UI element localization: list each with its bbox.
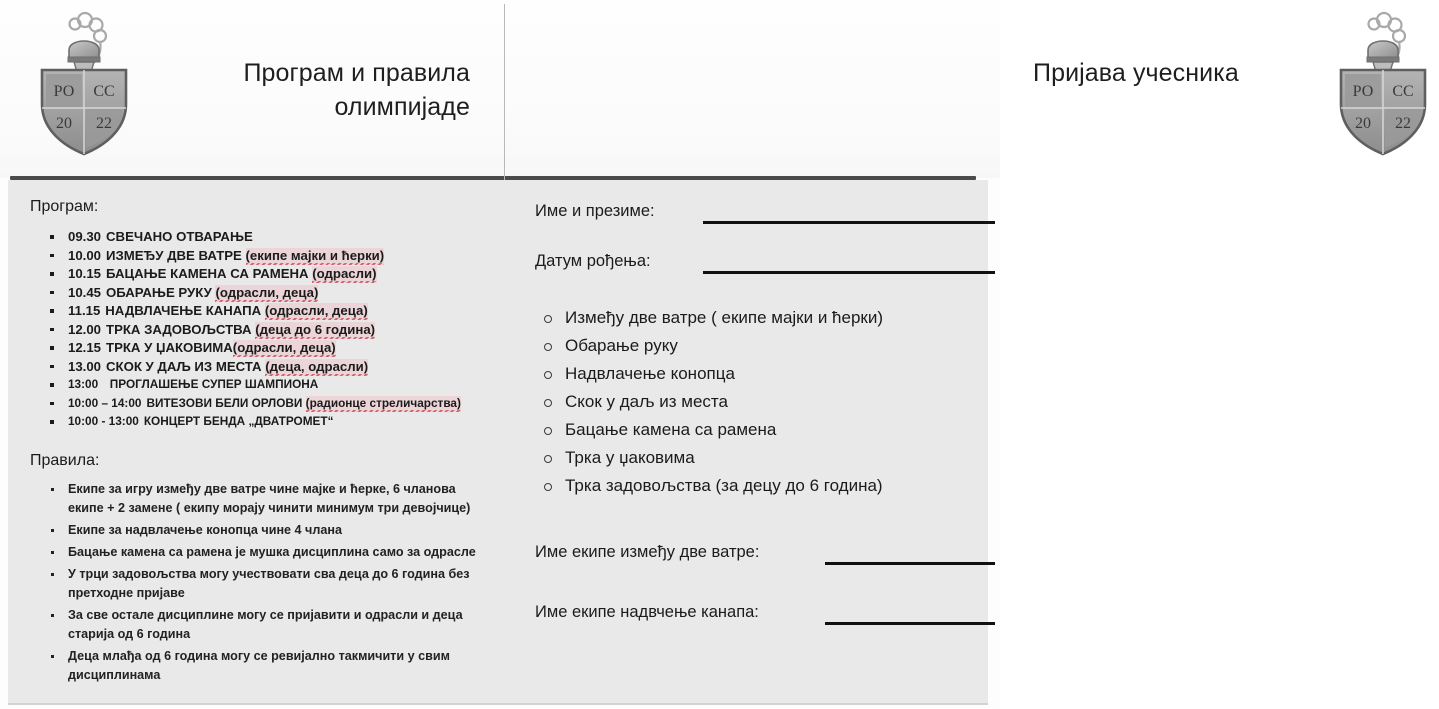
- program-item: [42, 413, 502, 431]
- program-item-title: ТРКА ЗАДОВОЉСТВА: [106, 321, 252, 337]
- program-item: [42, 321, 502, 339]
- rocc-shield-emblem-icon: [28, 8, 140, 158]
- program-item-title: КОНЦЕРТ БЕНДА „ДВАТРОМЕТ“: [143, 414, 334, 428]
- program-item-time: 10:00 - 13:00: [68, 414, 139, 428]
- program-item-time: 13.00: [68, 358, 102, 374]
- program-item: [42, 358, 502, 376]
- program-item: [42, 247, 502, 265]
- program-item-time: 10:00 – 14:00: [68, 395, 142, 410]
- program-item-note: (одрасли, деца): [215, 284, 319, 300]
- program-item-title: СКОК У ДАЉ ИЗ МЕСТА: [106, 358, 262, 374]
- registration-form-column: [513, 180, 988, 703]
- program-heading: Програм:: [30, 198, 99, 215]
- rules-heading: Правила:: [30, 452, 100, 469]
- rope-team-field-row: [535, 603, 975, 629]
- svg-text:СС: СС: [1392, 83, 1414, 100]
- right-page-title: Пријава учесника: [1033, 59, 1239, 87]
- program-item-note: (деца, одрасли): [265, 358, 369, 374]
- svg-text:22: 22: [1395, 115, 1411, 132]
- svg-text:РО: РО: [1352, 83, 1374, 100]
- discipline-checklist: [537, 306, 987, 502]
- rules-item: Екипе за игру између две ватре чине мајке и ћерке, 6 чланова екипе + 2 замене ( екипу морају чинити минимум три девојчице): [42, 480, 494, 518]
- svg-text:20: 20: [56, 115, 72, 132]
- header-right: [505, 0, 1414, 178]
- program-item: [42, 265, 502, 283]
- program-item: [42, 376, 502, 394]
- svg-text:РО: РО: [53, 83, 75, 100]
- discipline-option[interactable]: Трка у џаковима: [537, 446, 987, 470]
- program-item-time: 10.15: [68, 266, 102, 281]
- left-page-title: Програм и правила олимпијаде: [243, 59, 470, 121]
- dodgeball-team-field-row: [535, 543, 975, 569]
- name-field-input[interactable]: [703, 221, 995, 224]
- program-item-time: 10.45: [68, 284, 102, 300]
- header-band: [0, 0, 1414, 178]
- discipline-option[interactable]: Обарање руку: [537, 334, 987, 358]
- program-list: [42, 228, 502, 432]
- program-item: [42, 228, 502, 246]
- rules-item: Бацање камена са рамена је мушка дисциплина само за одрасле: [42, 543, 494, 562]
- dodgeball-team-field-label: Име екипе између две ватре:: [535, 543, 760, 561]
- program-item-title: ТРКА У ЏАКОВИМА: [106, 340, 233, 355]
- svg-text:22: 22: [96, 115, 112, 132]
- program-item: [42, 302, 502, 320]
- header-left: [0, 0, 505, 178]
- program-item-time: 11.15: [68, 303, 101, 318]
- discipline-option[interactable]: Трка задовољства (за децу до 6 година): [537, 474, 987, 498]
- discipline-option[interactable]: Скок у даљ из места: [537, 390, 987, 414]
- program-item-title: ИЗМЕЂУ ДВЕ ВАТРЕ: [106, 247, 242, 263]
- rules-item: У трци задовољства могу учествовати сва деца до 6 година без претходне пријаве: [42, 565, 494, 603]
- page-bottom-edge: [8, 703, 988, 705]
- birthdate-field-label: Датум рођења:: [535, 252, 651, 270]
- program-item-time: 12.00: [68, 321, 102, 337]
- program-item: [42, 339, 502, 357]
- program-item-time: 09.30: [68, 229, 102, 244]
- discipline-option[interactable]: Између две ватре ( екипе мајки и ћерки): [537, 306, 987, 330]
- program-item: [42, 284, 502, 302]
- program-item-note: (одрасли): [312, 266, 377, 281]
- rope-team-field-label: Име екипе надвчење канапа:: [535, 603, 759, 621]
- body-panel: [8, 180, 988, 703]
- program-item-note: (екипе мајки и ћерки): [245, 247, 385, 263]
- program-item-time: 10.00: [68, 247, 102, 263]
- discipline-option[interactable]: Надвлачење конопца: [537, 362, 987, 386]
- program-item-time: 13:00: [68, 377, 99, 391]
- program-item-title: НАДВЛАЧЕЊЕ КАНАПА: [105, 303, 262, 318]
- program-item-note: (радионце стреличарства): [305, 395, 461, 410]
- rules-item: За све остале дисциплине могу се пријавити и одрасли и деца старија од 6 година: [42, 606, 494, 644]
- program-item-title: ПРОГЛАШЕЊЕ СУПЕР ШАМПИОНА: [109, 377, 319, 391]
- svg-text:20: 20: [1355, 115, 1371, 132]
- program-item-note: (одрасли, деца): [264, 303, 368, 318]
- rope-team-field-input[interactable]: [825, 622, 995, 625]
- program-item-title: СВЕЧАНО ОТВАРАЊЕ: [106, 229, 253, 244]
- program-item-note: (одрасли, деца): [232, 340, 336, 355]
- program-item-title: ВИТЕЗОВИ БЕЛИ ОРЛОВИ: [146, 395, 303, 410]
- program-item-time: 12.15: [68, 340, 102, 355]
- name-field-label: Име и презиме:: [535, 202, 655, 220]
- rules-item: Екипе за надвлачење конопца чине 4 члана: [42, 521, 494, 540]
- name-field-row: [535, 202, 975, 228]
- svg-text:СС: СС: [93, 83, 115, 100]
- rocc-shield-emblem-icon: [1327, 8, 1439, 158]
- discipline-option[interactable]: Бацање камена са рамена: [537, 418, 987, 442]
- birthdate-field-input[interactable]: [703, 271, 995, 274]
- birthdate-field-row: [535, 252, 975, 278]
- rules-item: Деца млађа од 6 година могу се ревијално такмичити у свим дисциплинама: [42, 647, 494, 685]
- program-item-note: (деца до 6 година): [255, 321, 376, 337]
- rules-list: [42, 480, 494, 688]
- program-item-title: БАЦАЊЕ КАМЕНА СА РАМЕНА: [106, 266, 309, 281]
- program-item-title: ОБАРАЊЕ РУКУ: [106, 284, 212, 300]
- dodgeball-team-field-input[interactable]: [825, 562, 995, 565]
- program-item: [42, 395, 502, 413]
- program-and-rules-column: [8, 180, 504, 703]
